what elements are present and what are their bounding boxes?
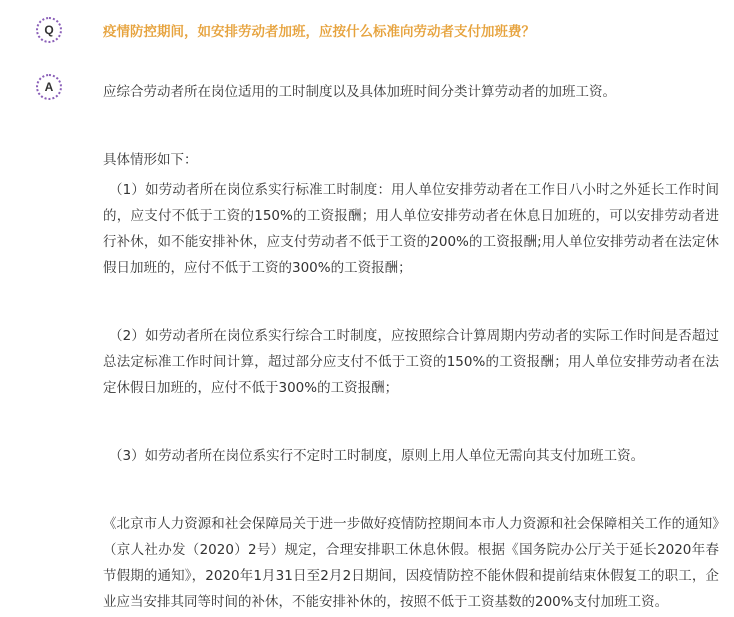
question-badge-icon: Q (36, 17, 62, 43)
question-text: 疫情防控期间，如安排劳动者加班，应按什么标准向劳动者支付加班费？ (103, 24, 535, 40)
detail-item-1: （1）如劳动者所在岗位系实行标准工时制度：用人单位安排劳动者在工作日八小时之外延长工作时间的，应支付不低于工资的150%的工资报酬；用人单位安排劳动者在休息日加班的，可以安排劳动者进行补休，如不能安排补休，应支付劳动者不低于工资的200%的工资报酬;用人单位安排劳动者在法定休假日加班的，应付不低于工资的300%的工资报酬； (103, 182, 719, 276)
detail-item-2: （2）如劳动者所在岗位系实行综合工时制度，应按照综合计算周期内劳动者的实际工作时间是否超过总法定标准工作时间计算，超过部分应支付不低于工资的150%的工资报酬；用人单位安排劳动者在法定休假日加班的，应付不低于300%的工资报酬； (103, 328, 719, 396)
details-heading: 具体情形如下： (103, 152, 198, 168)
answer-badge-icon: A (36, 74, 62, 100)
answer-intro: 应综合劳动者所在岗位适用的工时制度以及具体加班时间分类计算劳动者的加班工资。 (103, 84, 616, 100)
closing-paragraph: 《北京市人力资源和社会保障局关于进一步做好疫情防控期间本市人力资源和社会保障相关工作的通知》（京人社办发（2020）2号）规定，合理安排职工休息休假。根据《国务院办公厅关于延长2020年春节假期的通知》，2020年1月31日至2月2日期间，因疫情防控不能休假和提前结束休假复工的职工，企业应当安排其同等时间的补休，不能安排补休的，按照不低于工资基数的200%支付加班工资。 (103, 516, 719, 610)
answer-body (103, 79, 719, 615)
detail-item-3: （3）如劳动者所在岗位系实行不定时工时制度，原则上用人单位无需向其支付加班工资。 (109, 448, 645, 464)
